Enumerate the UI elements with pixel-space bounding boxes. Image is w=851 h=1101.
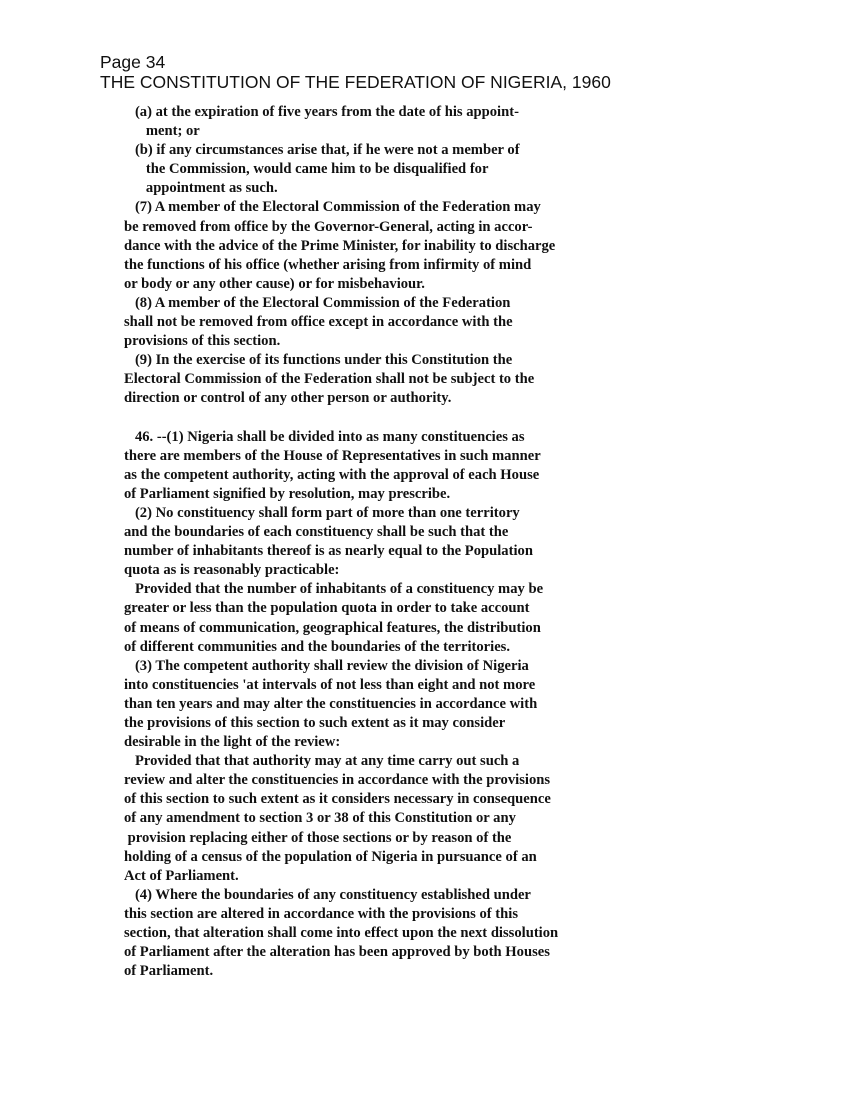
- text-line: (4) Where the boundaries of any constituency established under: [124, 886, 531, 903]
- text-line: the provisions of this section to such extent as it may consider: [124, 715, 506, 731]
- text-line: (7) A member of the Electoral Commission of the Federation may: [124, 199, 541, 216]
- text-line: quota as is reasonably practicable:: [124, 562, 340, 579]
- text-line: be removed from office by the Governor-General, acting in accor-: [124, 218, 533, 235]
- text-line: ment; or: [124, 123, 200, 140]
- page-header: [100, 52, 611, 92]
- text-line: of different communities and the boundaries of the territories.: [124, 638, 511, 655]
- text-line: (3) The competent authority shall review the division of Nigeria: [124, 657, 529, 674]
- text-line: (9) In the exercise of its functions under this Constitution the: [124, 352, 513, 369]
- text-line: (8) A member of the Electoral Commission of the Federation: [124, 294, 511, 311]
- text-line: or body or any other cause) or for misbehaviour.: [124, 275, 425, 292]
- text-line: provision replacing either of those sections or by reason of the: [124, 829, 512, 846]
- text-line: desirable in the light of the review:: [124, 734, 341, 751]
- text-line: Provided that that authority may at any time carry out such a: [124, 753, 520, 770]
- text-line: the functions of his office (whether arising from infirmity of mind: [124, 256, 532, 273]
- text-line: of Parliament signified by resolution, may prescribe.: [124, 485, 451, 502]
- text-line: the Commission, would came him to be disqualified for: [124, 161, 489, 178]
- text-line: appointment as such.: [124, 180, 278, 197]
- text-line: of Parliament.: [124, 963, 214, 980]
- body-text: [124, 103, 558, 981]
- text-line: greater or less than the population quota in order to take account: [124, 600, 530, 617]
- text-line: (b) if any circumstances arise that, if he were not a member of: [124, 142, 520, 159]
- text-line: number of inhabitants thereof is as nearly equal to the Population: [124, 543, 533, 560]
- text-line: provisions of this section.: [124, 333, 281, 350]
- text-line: (2) No constituency shall form part of more than one territory: [124, 504, 520, 521]
- text-line: Electoral Commission of the Federation shall not be subject to the: [124, 371, 535, 388]
- text-line: Provided that the number of inhabitants of a constituency may be: [124, 581, 544, 598]
- text-line: dance with the advice of the Prime Minister, for inability to discharge: [124, 237, 556, 254]
- text-line: of any amendment to section 3 or 38 of this Constitution or any: [124, 810, 516, 827]
- text-line: (a) at the expiration of five years from the date of his appoint-: [124, 104, 519, 120]
- text-line: into constituencies 'at intervals of not less than eight and not more: [124, 676, 536, 693]
- text-line: Act of Parliament.: [124, 867, 239, 884]
- text-line: than ten years and may alter the constituencies in accordance with: [124, 695, 538, 712]
- text-line: there are members of the House of Representatives in such manner: [124, 447, 541, 464]
- text-line: of this section to such extent as it considers necessary in consequence: [124, 791, 551, 808]
- text-line: as the competent authority, acting with the approval of each House: [124, 466, 540, 483]
- paragraph-gap: [124, 409, 558, 428]
- text-line: and the boundaries of each constituency shall be such that the: [124, 524, 509, 541]
- text-line: holding of a census of the population of Nigeria in pursuance of an: [124, 848, 537, 865]
- text-line: direction or control of any other person or authority.: [124, 390, 452, 407]
- text-line: shall not be removed from office except in accordance with the: [124, 314, 513, 331]
- text-line: this section are altered in accordance with the provisions of this: [124, 905, 519, 922]
- page-number: Page 34: [100, 52, 166, 72]
- text-line: of means of communication, geographical features, the distribution: [124, 619, 541, 636]
- text-line: section, that alteration shall come into effect upon the next dissolution: [124, 925, 559, 942]
- text-line: 46. --(1) Nigeria shall be divided into as many constituencies as: [124, 428, 525, 445]
- document-title: THE CONSTITUTION OF THE FEDERATION OF NIGERIA, 1960: [100, 72, 611, 92]
- text-line: of Parliament after the alteration has been approved by both Houses: [124, 944, 550, 961]
- text-line: review and alter the constituencies in accordance with the provisions: [124, 772, 551, 789]
